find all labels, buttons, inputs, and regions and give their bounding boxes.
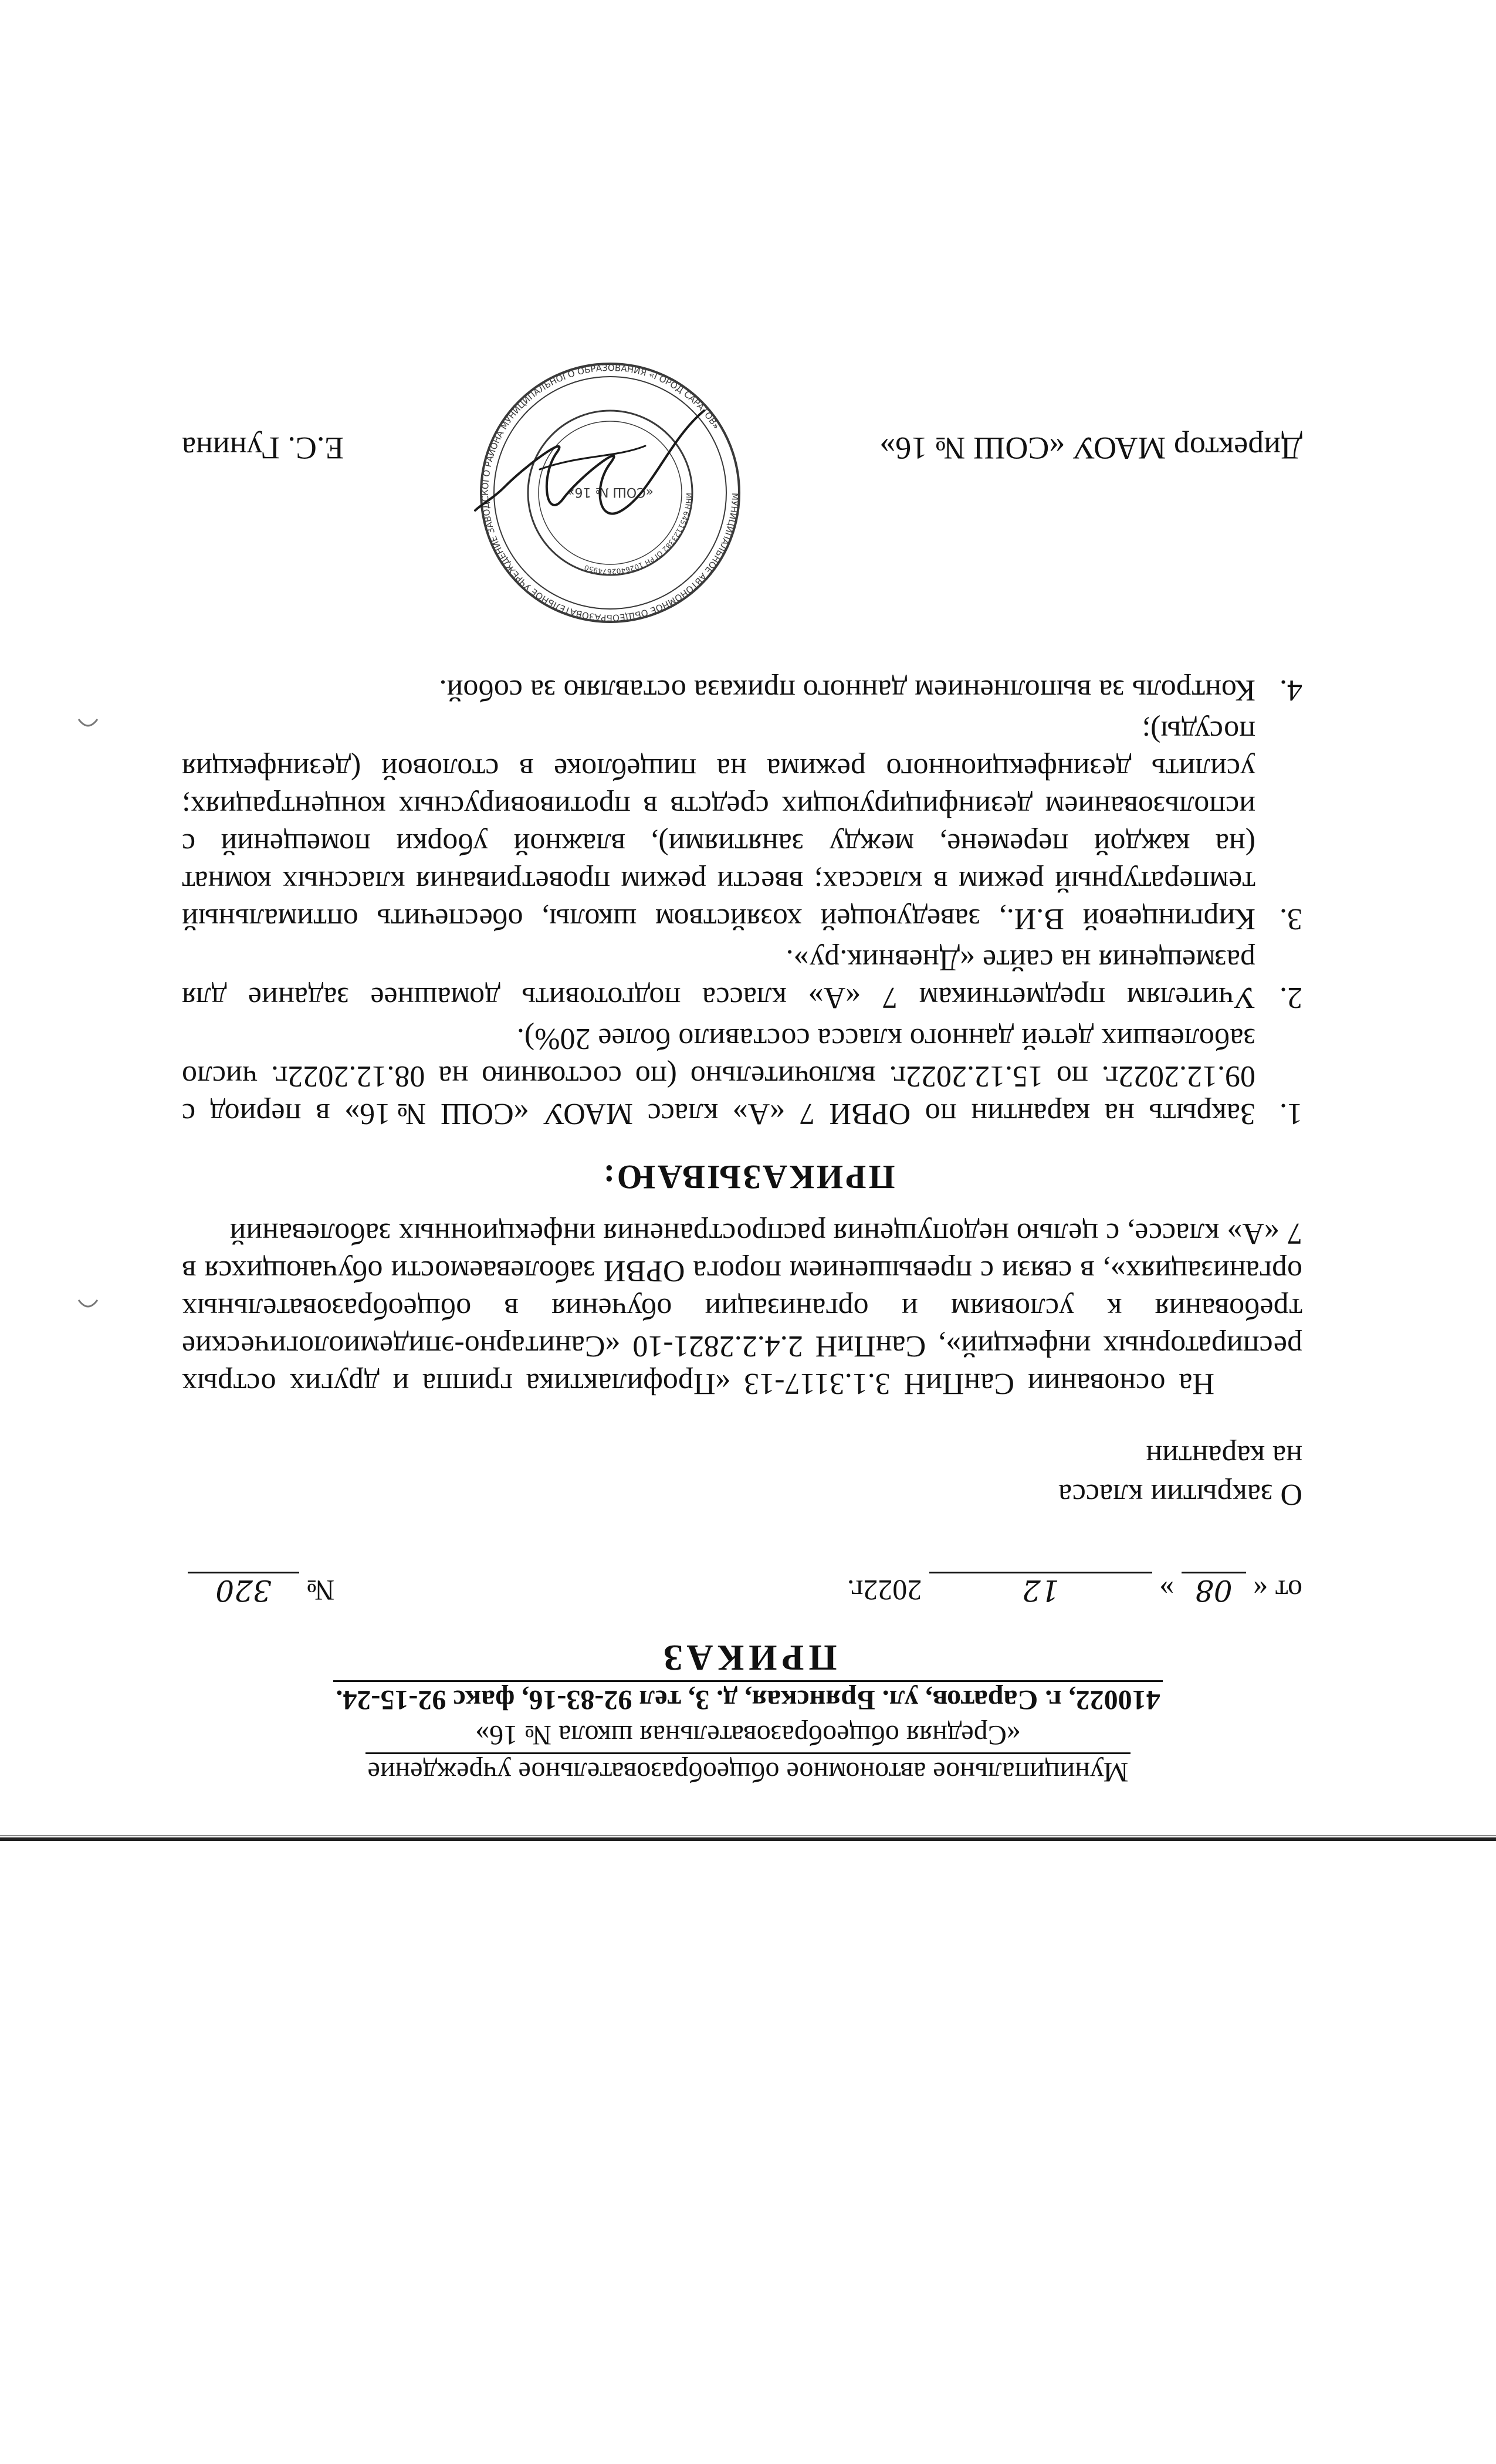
date-month: 12 [929,1572,1152,1607]
seal-inner-text: ИНН 6451123382 ОГРН 1026402674950 [583,492,693,576]
number-value: 320 [188,1572,299,1607]
order-item-1 [182,1020,1302,1132]
order-number [188,1572,334,1607]
signatory-name: Е.С. Гунина [182,431,344,466]
item-number: 4. [1280,673,1302,707]
subject-line-1: О закрытии класса [1058,1478,1302,1511]
number-prefix: № [306,1574,335,1607]
order-item-2 [182,941,1302,1016]
subject-line-2: на карантин [1146,1439,1302,1473]
date-middle: » [1159,1574,1175,1607]
order-items [182,668,1302,1132]
item-number: 1. [1280,1097,1302,1131]
order-date [847,1572,1302,1607]
date-number-row [188,1566,1302,1607]
letterhead-address: 410022, г. Саратов, ул. Брянская, д. 3, тел 92-83-16, факс 92-15-24. [333,1680,1162,1717]
item-text: Учителям предметникам 7 «А» класса подготовить домашнее задание для размещения на сайте «Дневник.ру». [182,943,1255,1014]
preamble-text: На основании СанПиН 3.1.3117-13 «Профилактика гриппа и других острых респираторных инфекций», СанПиН 2.4.2.2821-10 «Санитарно-эпидемиологические требования к условиям и организации обучения в общеобразовательных организациях», в связи с превышением порога ОРВИ заболеваемости обучающихся в 7 «А» классе, с целью недопущения распространения инфекционных заболеваний [182,1217,1302,1400]
item-text: Контроль за выполнением данного приказа оставляю за собой. [439,673,1255,707]
punch-mark [76,1297,100,1314]
letterhead-line-1: Муниципальное автономное общеобразовательное учреждение [365,1752,1131,1789]
order-subject [774,1436,1302,1514]
signatory-position: Директор МАОУ «СОШ № 16» [879,431,1302,466]
item-text: Закрыть на карантин по ОРВИ 7 «А» класс МАОУ «СОШ №16» в период с 09.12.2022г. по 15.12.2022г. включительно (по состоянию на 08.12.2022г. число заболевших детей данного класса составило более 20%). [182,1022,1255,1131]
date-day: 08 [1182,1572,1246,1607]
school-letterhead [0,1680,1496,1789]
punch-mark [76,716,100,733]
item-text: Киргинцевой В.И., заведующей хозяйством школы, обеспечить оптимальный температурный режим в классах; ввести режим проветривания классных комнат (на каждой перемене, между занятиями), влажной уборки помещений с использованием дезинфицирующих средств в противовирусных концентрациях; усилить дезинфекционного режима на пищеблоке в столовой (дезинфекция посуды); [182,715,1255,936]
item-number: 2. [1280,981,1302,1014]
seal-outer-text: МУНИЦИПАЛЬНОЕ АВТОНОМНОЕ ОБЩЕОБРАЗОВАТЕЛЬНОЕ УЧРЕЖДЕНИЕ ЗАВОДСКОГО РАЙОНА МУНИЦИПАЛЬНОГО ОБРАЗОВАНИЯ «ГОРОД САРАТОВ» [479,362,741,624]
letterhead-line-2: «Средняя общеобразовательная школа № 16» [475,1720,1021,1751]
scanner-edge-shadow [0,1835,1496,1836]
date-prefix: от « [1253,1574,1302,1607]
item-number: 3. [1280,902,1302,936]
order-item-3 [182,712,1302,937]
signature-row [182,419,1302,466]
date-year: 2022г. [847,1574,922,1607]
director-signature [469,381,716,557]
order-word: ПРИКАЗЫВАЮ: [601,1158,895,1196]
scanner-edge [0,1837,1496,1841]
seal-center-text: «СОШ № 16» [567,485,654,499]
document-title: ПРИКАЗ [659,1637,837,1677]
order-preamble [182,1212,1302,1402]
order-item-4 [182,671,1302,709]
